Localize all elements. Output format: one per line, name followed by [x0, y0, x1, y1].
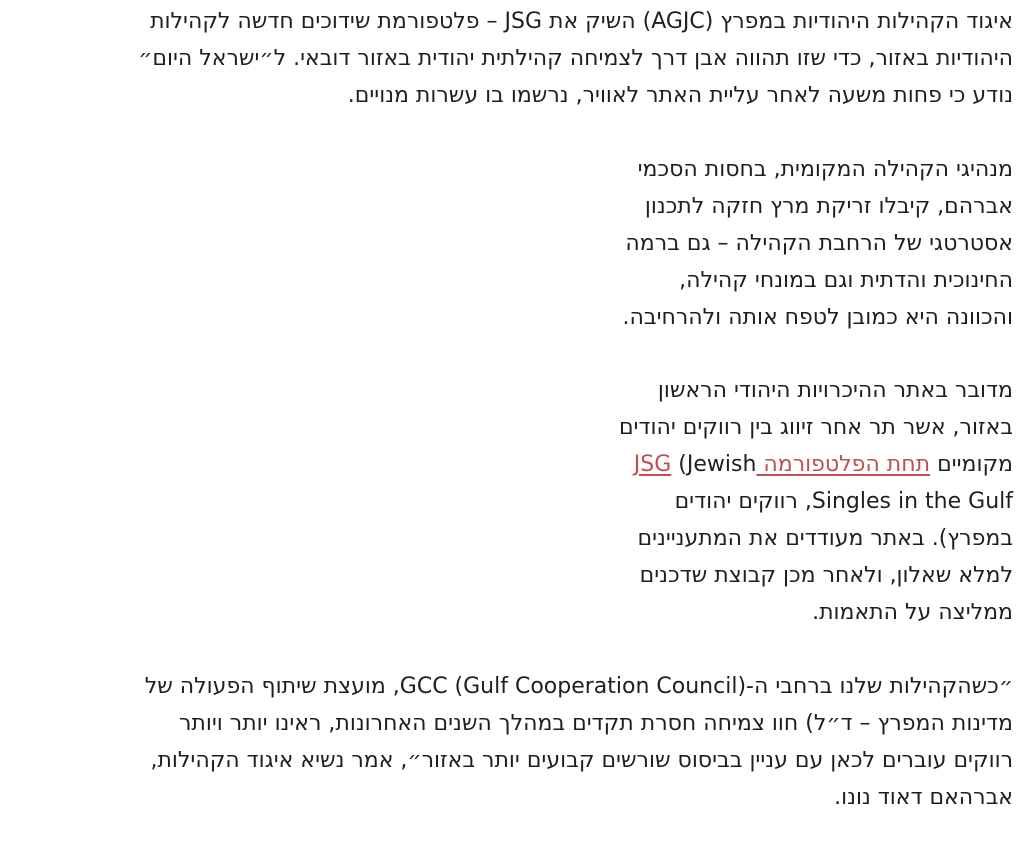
text-line: אברהם, קיבלו זריקת מרץ חזקה לתכנון	[644, 194, 1013, 219]
text-line: והכוונה היא כמובן לטפח אותה ולהרחיבה.	[622, 305, 1013, 330]
text-line: מדובר באתר ההיכרויות היהודי הראשון	[657, 378, 1013, 403]
text-line: אסטרטגי של הרחבת הקהילה – גם ברמה	[625, 231, 1013, 256]
text-line: היהודיות באזור, כדי שזו תהווה אבן דרך לצמיחה קהילתית יהודית באזור דובאי. ל״ישראל היום״	[138, 46, 1013, 71]
paragraph-dating-site	[10, 372, 1013, 631]
text-line: רווקים עוברים לכאן עם עניין בביסוס שורשים קבועים יותר באזור״, אמר נשיא איגוד הקהילות,	[150, 748, 1013, 773]
text-line: ממליצה על התאמות.	[812, 600, 1013, 625]
text-line: נודע כי פחות משעה לאחר עליית האתר לאוויר, נרשמו בו עשרות מנויים.	[347, 83, 1013, 108]
text-line: ״כשהקהילות שלנו ברחבי ה-GCC (Gulf Cooperation Council), מועצת שיתוף הפעולה של	[144, 674, 1013, 699]
text-fragment: מקומיים	[930, 452, 1013, 477]
text-fragment: (Jewish	[671, 452, 757, 477]
text-line: מדינות המפרץ – ד״ל) חוו צמיחה חסרת תקדים במהלך השנים האחרונות, ראינו יותר ויותר	[179, 711, 1013, 736]
text-line: במפרץ). באתר מעודדים את המתעניינים	[637, 526, 1013, 551]
text-line: Singles in the Gulf, רווקים יהודים	[674, 489, 1013, 514]
text-line-with-link	[10, 446, 1013, 483]
text-line: למלא שאלון, ולאחר מכן קבוצת שדכנים	[639, 563, 1013, 588]
text-line: איגוד הקהילות היהודיות במפרץ (AGJC) השיק את JSG – פלטפורמת שידוכים חדשה לקהילות	[150, 9, 1013, 34]
paragraph-quote	[10, 668, 1013, 816]
paragraph-intro	[10, 0, 1013, 114]
article-body	[10, 0, 1013, 816]
text-line: מנהיגי הקהילה המקומית, בחסות הסכמי	[637, 157, 1013, 182]
text-line: אברהאם דאוד נונו.	[834, 785, 1013, 810]
jsg-platform-link[interactable]: תחת הפלטפורמה JSG	[633, 452, 931, 477]
text-line: באזור, אשר תר אחר זיווג בין רווקים יהודים	[618, 415, 1013, 440]
text-line: החינוכית והדתית וגם במונחי קהילה,	[679, 268, 1013, 293]
paragraph-community-leaders	[10, 151, 1013, 336]
